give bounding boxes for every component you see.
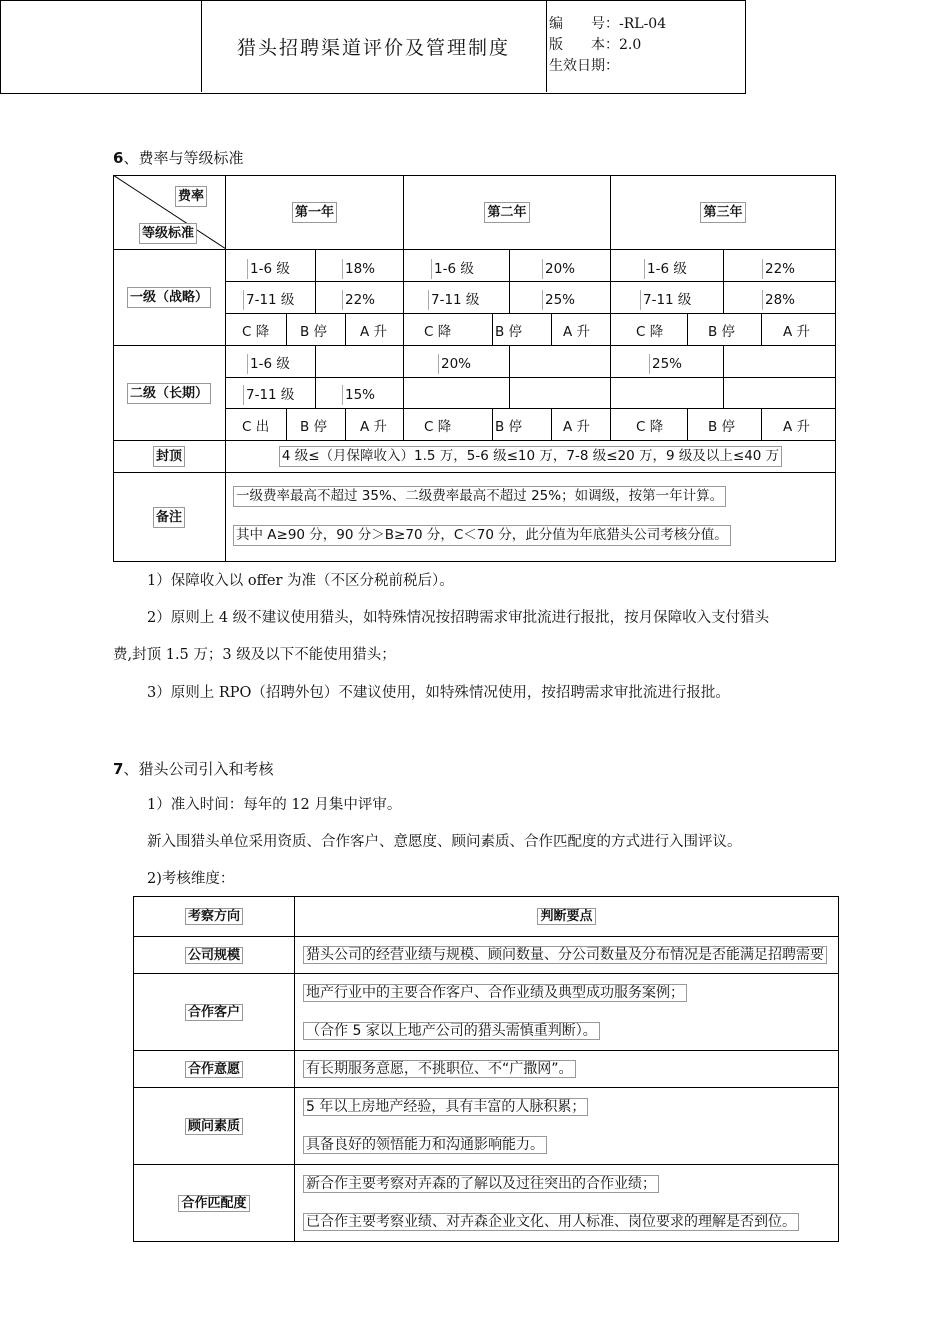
- section-6-heading: [113, 147, 243, 168]
- grade-change: C 出: [242, 419, 270, 435]
- section-6-number: 6: [113, 149, 124, 167]
- column-header: 考察方向: [185, 908, 243, 925]
- logo-cell: [0, 0, 202, 92]
- criteria-text: 5 年以上房地产经验，具有丰富的人脉积累；: [303, 1098, 588, 1116]
- dimension-label: 合作客户: [185, 1004, 243, 1021]
- rate-cell: 25%: [649, 354, 684, 374]
- grade-change: B 停: [708, 324, 736, 340]
- criteria-text: （合作 5 家以上地产公司的猎头需慎重判断）。: [303, 1022, 600, 1040]
- rate-cell: 1-6 级: [644, 259, 689, 279]
- year-1-header: 第一年: [226, 175, 403, 249]
- table-row: [134, 1051, 839, 1088]
- criteria-text: 猎头公司的经营业绩与规模、顾问数量、分公司数量及分布情况是否能满足招聘需要: [303, 946, 827, 964]
- dimension-label: 顾问素质: [185, 1118, 243, 1135]
- paragraph: 1）保障收入以 offer 为准（不区分税前税后）。: [147, 573, 454, 589]
- grade-change: B 停: [495, 419, 523, 435]
- section-7-title: 、猎头公司引入和考核: [123, 760, 274, 778]
- document-meta: [549, 14, 666, 77]
- rate-cell: 22%: [762, 259, 797, 279]
- version-label: 版 本：: [549, 37, 619, 53]
- note-2: 其中 A≥90 分，90 分＞B≥70 分，C＜70 分，此分值为年底猎头公司考核分值。: [233, 525, 731, 546]
- number-label: 编 号：: [549, 16, 619, 32]
- rate-cell: 7-11 级: [640, 290, 693, 310]
- year-2-header: 第二年: [404, 175, 610, 249]
- rate-table: [113, 175, 836, 562]
- corner-label-grade: 等级标准: [139, 223, 197, 244]
- grade-change: B 停: [708, 419, 736, 435]
- cap-text: 4 级≤（月保障收入）1.5 万，5-6 级≤10 万，7-8 级≤20 万，9 级及以上≤40 万: [226, 441, 835, 472]
- paragraph: 3）原则上 RPO（招聘外包）不建议使用，如特殊情况使用，按招聘需求审批流进行报批。: [147, 685, 730, 701]
- section-7-number: 7: [113, 760, 124, 778]
- paragraph: 费,封顶 1.5 万；3 级及以下不能使用猎头；: [113, 647, 396, 663]
- corner-label-rate: 费率: [175, 186, 207, 207]
- rate-cell: 25%: [542, 290, 577, 310]
- grade-change: B 停: [495, 324, 523, 340]
- grade-change: A 升: [360, 324, 388, 340]
- rate-cell: 20%: [542, 259, 577, 279]
- rate-cell: 1-6 级: [431, 259, 476, 279]
- table-row: [134, 1165, 839, 1242]
- year-3-header: 第三年: [611, 175, 835, 249]
- section-7-heading: [113, 758, 273, 779]
- tier-1-label: 一级（战略）: [113, 250, 225, 345]
- paragraph: 新入围猎头单位采用资质、合作客户、意愿度、顾问素质、合作匹配度的方式进行入围评议。: [147, 834, 742, 850]
- grade-change: B 停: [300, 324, 328, 340]
- rate-cell: 1-6 级: [247, 354, 292, 374]
- grade-change: A 升: [563, 419, 591, 435]
- criteria-text: 有长期服务意愿，不挑职位、不“广撒网”。: [303, 1060, 576, 1078]
- paragraph: 2)考核维度：: [147, 871, 235, 887]
- grade-change: B 停: [300, 419, 328, 435]
- rate-cell: 1-6 级: [247, 259, 292, 279]
- criteria-text: 已合作主要考察业绩、对卉森企业文化、用人标准、岗位要求的理解是否到位。: [303, 1213, 799, 1231]
- rate-cell: 7-11 级: [243, 290, 296, 310]
- grade-change: C 降: [242, 324, 270, 340]
- effective-date-label: 生效日期：: [549, 58, 619, 74]
- paragraph: 2）原则上 4 级不建议使用猎头，如特殊情况按招聘需求审批流进行报批，按月保障收入支付猎头: [147, 610, 770, 626]
- rate-cell: 28%: [762, 290, 797, 310]
- document-title: 猎头招聘渠道评价及管理制度: [201, 0, 547, 92]
- assessment-table: [133, 896, 839, 1242]
- grade-change: C 降: [636, 419, 664, 435]
- grade-change: A 升: [783, 324, 811, 340]
- table-header-row: [134, 897, 839, 937]
- grade-change: C 降: [424, 419, 452, 435]
- table-row: [134, 1088, 839, 1165]
- paragraph: 1）准入时间：每年的 12 月集中评审。: [147, 797, 402, 813]
- document-header: [0, 0, 746, 94]
- note-1: 一级费率最高不超过 35%、二级费率最高不超过 25%；如调级，按第一年计算。: [233, 486, 726, 507]
- grade-change: C 降: [424, 324, 452, 340]
- version-value: 2.0: [619, 37, 642, 53]
- rate-cell: 7-11 级: [243, 385, 296, 405]
- note-label: 备注: [113, 473, 225, 561]
- table-row: [134, 937, 839, 974]
- grade-change: C 降: [636, 324, 664, 340]
- table-row: [134, 974, 839, 1051]
- rate-cell: 20%: [438, 354, 473, 374]
- number-value: -RL-04: [619, 16, 667, 32]
- section-6-title: 、费率与等级标准: [123, 149, 244, 167]
- cap-label: 封顶: [113, 441, 225, 472]
- tier-2-label: 二级（长期）: [113, 346, 225, 440]
- rate-cell: 15%: [342, 385, 377, 405]
- grade-change: A 升: [360, 419, 388, 435]
- criteria-text: 地产行业中的主要合作客户、合作业绩及典型成功服务案例；: [303, 984, 687, 1002]
- dimension-label: 公司规模: [185, 947, 243, 964]
- grade-change: A 升: [563, 324, 591, 340]
- dimension-label: 合作意愿: [185, 1061, 243, 1078]
- column-header: 判断要点: [537, 908, 595, 925]
- dimension-label: 合作匹配度: [178, 1195, 249, 1212]
- rate-cell: 7-11 级: [428, 290, 481, 310]
- grade-change: A 升: [783, 419, 811, 435]
- rate-cell: 22%: [342, 290, 377, 310]
- criteria-text: 具备良好的领悟能力和沟通影响能力。: [303, 1136, 547, 1154]
- criteria-text: 新合作主要考察对卉森的了解以及过往突出的合作业绩；: [303, 1175, 659, 1193]
- rate-cell: 18%: [342, 259, 377, 279]
